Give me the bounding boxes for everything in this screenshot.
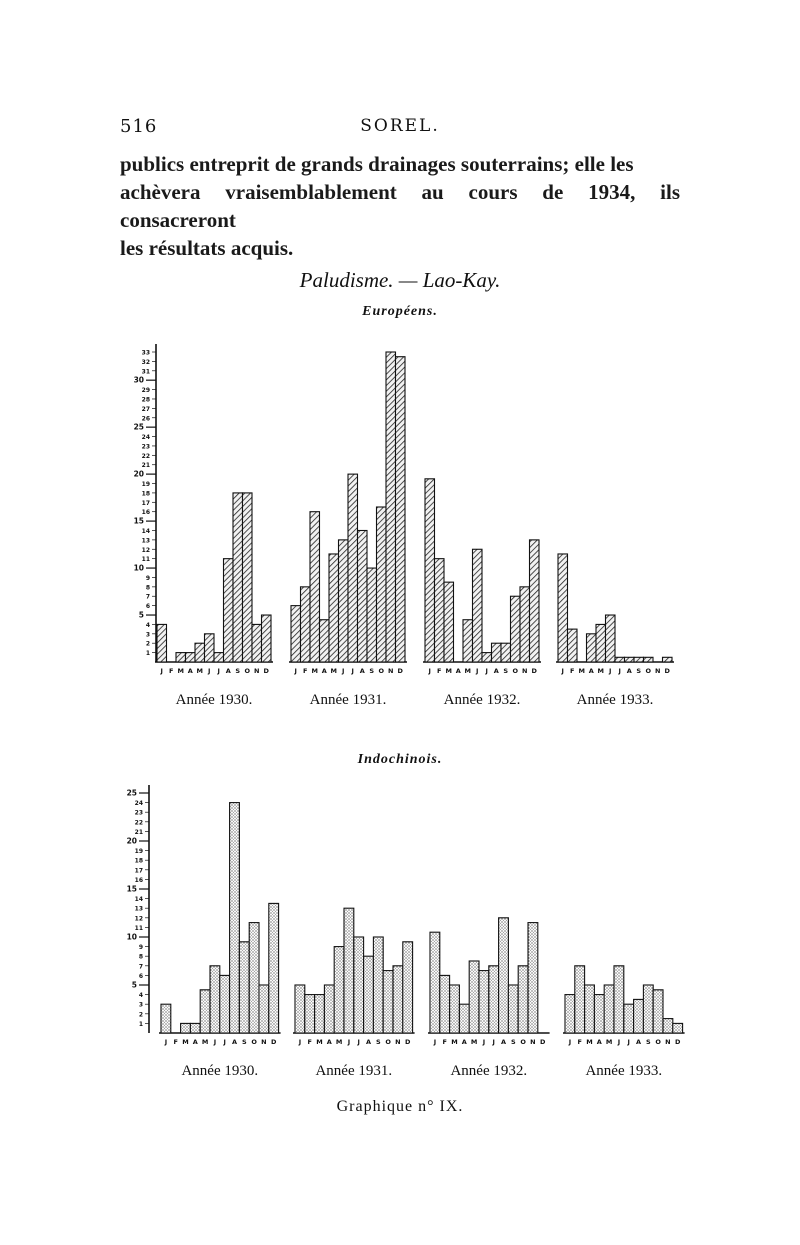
y-tick-label: 13	[134, 905, 143, 913]
bar	[195, 643, 205, 662]
month-label: J	[492, 1038, 495, 1046]
month-label: M	[597, 667, 604, 675]
y-tick-label: 21	[141, 462, 150, 470]
running-head: SOREL.	[360, 116, 440, 136]
month-label: M	[451, 1038, 458, 1046]
bar	[358, 530, 368, 662]
month-label: S	[241, 1038, 247, 1046]
bar	[334, 947, 344, 1033]
bar	[393, 966, 403, 1033]
y-tick-label: 19	[134, 848, 143, 856]
month-label: J	[294, 667, 297, 675]
y-tick-label: 24	[141, 434, 150, 442]
y-tick-label: 16	[141, 509, 150, 517]
bar	[473, 549, 483, 662]
y-tick-label: 16	[134, 876, 143, 884]
y-tick-label: 30	[133, 375, 144, 385]
month-label: J	[342, 667, 345, 675]
bar	[214, 653, 224, 662]
bar	[625, 657, 635, 662]
y-tick-label: 7	[145, 593, 150, 601]
month-label: N	[388, 667, 394, 675]
y-tick-label: 18	[141, 490, 150, 498]
bar	[373, 937, 383, 1033]
month-label: A	[231, 1038, 238, 1046]
month-label: M	[470, 1038, 478, 1046]
bar	[575, 966, 585, 1033]
month-label: J	[223, 1038, 226, 1046]
y-tick-label: 20	[126, 836, 137, 846]
bar	[295, 985, 305, 1033]
month-label: M	[335, 1038, 343, 1046]
month-label: J	[217, 667, 220, 675]
bar	[305, 995, 315, 1033]
bar	[403, 942, 413, 1033]
month-label: N	[655, 667, 661, 675]
month-label: J	[347, 1038, 351, 1046]
figure-title: Paludisme. — Lao-Kay.	[299, 268, 501, 292]
month-label: D	[664, 667, 670, 675]
month-label: J	[627, 1038, 630, 1046]
year-label: Année 1930.	[175, 692, 253, 708]
y-tick-label: 3	[138, 1001, 143, 1009]
page-number: 516	[120, 116, 158, 137]
month-label: A	[187, 667, 193, 675]
month-label: F	[437, 667, 442, 675]
y-tick-label: 9	[138, 944, 143, 952]
bar	[604, 985, 614, 1033]
bar	[653, 990, 663, 1033]
bar	[262, 615, 272, 662]
bar	[530, 540, 540, 662]
bar	[301, 587, 311, 662]
y-tick-label: 7	[138, 963, 143, 971]
month-label: M	[311, 667, 318, 675]
page-header	[120, 116, 680, 142]
month-label: F	[169, 667, 174, 675]
bar	[596, 624, 606, 662]
month-label: M	[605, 1038, 613, 1046]
bar	[499, 918, 509, 1033]
body-paragraph	[120, 150, 680, 262]
month-label: N	[395, 1038, 401, 1046]
month-label: J	[351, 667, 354, 675]
month-label: M	[578, 667, 585, 675]
bar	[444, 582, 454, 662]
y-tick-label: 21	[134, 828, 143, 836]
month-label: J	[618, 667, 621, 675]
y-tick-label: 13	[141, 537, 150, 545]
bar	[269, 903, 279, 1033]
month-label: A	[321, 667, 327, 675]
month-label: F	[577, 1038, 582, 1046]
bar	[425, 479, 435, 662]
month-label: M	[330, 667, 337, 675]
bar	[643, 985, 653, 1033]
y-tick-label: 17	[134, 867, 143, 875]
bar	[329, 554, 339, 662]
month-label: D	[531, 667, 537, 675]
bar	[320, 620, 330, 662]
month-label: D	[270, 1038, 277, 1046]
year-label: Année 1933.	[576, 692, 654, 708]
month-label: J	[208, 667, 211, 675]
month-label: J	[433, 1038, 437, 1046]
chart-europeens	[0, 330, 800, 730]
month-label: F	[442, 1038, 447, 1046]
bar	[190, 1023, 200, 1033]
month-label: M	[182, 1038, 189, 1046]
month-label: A	[225, 667, 231, 675]
y-tick-label: 33	[141, 349, 150, 357]
month-label: A	[461, 1038, 467, 1046]
y-tick-label: 8	[145, 584, 150, 592]
y-tick-label: 5	[131, 980, 137, 990]
month-label: O	[251, 1038, 257, 1046]
month-label: J	[476, 667, 479, 675]
month-label: O	[244, 667, 251, 675]
y-tick-label: 25	[133, 422, 144, 432]
y-tick-label: 23	[141, 443, 150, 451]
bar	[568, 629, 578, 662]
body-line: achèvera vraisemblablement au cours de 1934, ils consacreront	[120, 180, 680, 232]
bar	[324, 985, 334, 1033]
y-tick-label: 32	[141, 358, 150, 366]
bar	[663, 657, 673, 662]
y-tick-label: 3	[145, 631, 150, 639]
bar	[528, 923, 538, 1033]
bar	[200, 990, 210, 1033]
year-label: Année 1930.	[181, 1063, 259, 1079]
y-tick-label: 27	[141, 405, 150, 413]
bar	[459, 1004, 469, 1033]
y-tick-label: 22	[141, 452, 150, 460]
bar	[489, 966, 499, 1033]
month-label: F	[307, 1038, 312, 1046]
month-label: S	[369, 667, 375, 675]
month-label: S	[645, 1038, 651, 1046]
month-label: S	[636, 667, 642, 675]
bar	[181, 1023, 191, 1033]
bar	[463, 620, 473, 662]
bar	[344, 908, 354, 1033]
bar	[624, 1004, 634, 1033]
bar	[249, 923, 259, 1033]
figure-caption: Graphique n° IX.	[336, 1098, 464, 1115]
month-label: F	[173, 1038, 178, 1046]
y-tick-label: 6	[145, 603, 150, 611]
month-label: N	[530, 1038, 536, 1046]
bar	[259, 985, 269, 1033]
bar	[615, 657, 625, 662]
y-tick-label: 31	[141, 368, 150, 376]
y-tick-label: 24	[134, 800, 143, 808]
month-label: M	[464, 667, 471, 675]
body-line: publics entreprit de grands drainages souterrains; elle les	[120, 152, 634, 176]
y-tick-label: 17	[141, 499, 150, 507]
y-tick-label: 15	[133, 516, 144, 526]
month-label: D	[404, 1038, 411, 1046]
bar	[614, 966, 624, 1033]
bar	[634, 657, 644, 662]
month-label: S	[235, 667, 241, 675]
bar	[585, 985, 595, 1033]
chart-title-indochinois: Indochinois.	[357, 752, 443, 767]
y-tick-label: 14	[141, 527, 150, 535]
month-label: A	[635, 1038, 642, 1046]
bar	[161, 1004, 171, 1033]
y-tick-label: 28	[141, 396, 150, 404]
y-tick-label: 19	[141, 481, 150, 489]
y-tick-label: 5	[138, 610, 144, 620]
month-label: D	[263, 667, 269, 675]
chart-indochinois	[0, 780, 800, 1090]
month-label: M	[201, 1038, 209, 1046]
bar	[364, 956, 374, 1033]
bar	[315, 995, 325, 1033]
month-label: M	[586, 1038, 593, 1046]
month-label: A	[192, 1038, 198, 1046]
bar	[606, 615, 616, 662]
bar	[558, 554, 568, 662]
bar	[377, 507, 387, 662]
month-label: S	[375, 1038, 381, 1046]
y-tick-label: 1	[145, 650, 150, 658]
bar	[644, 657, 654, 662]
month-label: A	[365, 1038, 372, 1046]
bar	[243, 493, 253, 662]
bar	[386, 352, 396, 662]
bar	[501, 643, 511, 662]
month-label: O	[520, 1038, 526, 1046]
month-label: J	[568, 1038, 572, 1046]
bar	[520, 587, 530, 662]
y-tick-label: 26	[141, 415, 150, 423]
month-label: J	[428, 667, 431, 675]
y-tick-label: 2	[138, 1011, 143, 1019]
month-label: A	[626, 667, 632, 675]
bar	[440, 975, 450, 1033]
y-tick-label: 11	[141, 556, 150, 564]
bar	[594, 995, 604, 1033]
y-tick-label: 15	[126, 884, 137, 894]
bar	[482, 653, 492, 662]
month-label: O	[385, 1038, 391, 1046]
y-tick-label: 9	[145, 574, 150, 582]
month-label: J	[485, 667, 488, 675]
month-label: D	[674, 1038, 681, 1046]
bar	[587, 634, 597, 662]
year-label: Année 1932.	[450, 1063, 528, 1079]
bar	[511, 596, 521, 662]
month-label: A	[326, 1038, 332, 1046]
bar	[186, 653, 196, 662]
bar	[383, 971, 393, 1033]
month-label: N	[522, 667, 528, 675]
month-label: O	[645, 667, 652, 675]
month-label: O	[655, 1038, 661, 1046]
bar	[435, 559, 445, 662]
bar	[354, 937, 364, 1033]
year-label: Année 1931.	[315, 1063, 393, 1079]
y-tick-label: 23	[134, 809, 143, 817]
month-label: D	[539, 1038, 546, 1046]
year-label: Année 1932.	[443, 692, 521, 708]
bar	[291, 606, 301, 662]
y-tick-label: 8	[138, 953, 143, 961]
bar	[230, 803, 240, 1033]
bar	[396, 357, 406, 662]
body-line: les résultats acquis.	[120, 236, 294, 260]
y-tick-label: 29	[141, 387, 150, 395]
month-label: J	[160, 667, 163, 675]
month-label: N	[261, 1038, 267, 1046]
month-label: M	[196, 667, 203, 675]
month-label: J	[213, 1038, 217, 1046]
month-label: D	[397, 667, 403, 675]
y-tick-label: 2	[145, 640, 150, 648]
bar	[450, 985, 460, 1033]
bar	[663, 1019, 673, 1033]
y-tick-label: 18	[134, 857, 143, 865]
y-tick-label: 12	[134, 915, 143, 923]
bar	[176, 653, 186, 662]
month-label: F	[570, 667, 575, 675]
bar	[339, 540, 349, 662]
chart-title-europeens: Européens.	[362, 304, 438, 319]
bar	[233, 493, 243, 662]
month-label: O	[378, 667, 385, 675]
y-tick-label: 4	[145, 621, 150, 629]
month-label: J	[617, 1038, 621, 1046]
month-label: J	[298, 1038, 302, 1046]
month-label: M	[177, 667, 184, 675]
month-label: M	[316, 1038, 323, 1046]
y-tick-label: 11	[134, 924, 143, 932]
bar	[210, 966, 220, 1033]
month-label: J	[609, 667, 612, 675]
month-label: J	[357, 1038, 360, 1046]
year-label: Année 1933.	[585, 1063, 663, 1079]
month-label: N	[665, 1038, 671, 1046]
month-label: M	[445, 667, 452, 675]
month-label: J	[561, 667, 564, 675]
bar	[157, 624, 167, 662]
y-tick-label: 10	[126, 932, 137, 942]
y-tick-label: 10	[133, 563, 144, 573]
bar	[224, 559, 234, 662]
month-label: A	[500, 1038, 507, 1046]
month-label: S	[510, 1038, 516, 1046]
y-tick-label: 4	[138, 992, 143, 1000]
bar	[367, 568, 377, 662]
bar	[673, 1023, 683, 1033]
bar	[518, 966, 528, 1033]
year-label: Année 1931.	[309, 692, 387, 708]
bar	[348, 474, 358, 662]
bar	[565, 995, 575, 1033]
bar	[430, 932, 440, 1033]
month-label: A	[359, 667, 365, 675]
month-label: J	[164, 1038, 168, 1046]
month-label: A	[455, 667, 461, 675]
bar	[310, 512, 320, 662]
bar	[220, 975, 230, 1033]
y-tick-label: 6	[138, 972, 143, 980]
bar	[239, 942, 249, 1033]
month-label: A	[493, 667, 499, 675]
month-label: A	[588, 667, 594, 675]
month-label: A	[596, 1038, 602, 1046]
bar	[479, 971, 489, 1033]
bar	[508, 985, 518, 1033]
bar	[634, 999, 644, 1033]
y-tick-label: 20	[133, 469, 144, 479]
y-tick-label: 12	[141, 546, 150, 554]
month-label: F	[303, 667, 308, 675]
bar	[492, 643, 502, 662]
month-label: O	[512, 667, 519, 675]
y-tick-label: 22	[134, 819, 143, 827]
month-label: J	[482, 1038, 486, 1046]
bar	[205, 634, 215, 662]
bar	[252, 624, 262, 662]
y-tick-label: 14	[134, 896, 143, 904]
bar	[469, 961, 479, 1033]
month-label: S	[503, 667, 509, 675]
y-tick-label: 25	[126, 788, 137, 798]
month-label: N	[254, 667, 260, 675]
y-tick-label: 1	[138, 1020, 143, 1028]
